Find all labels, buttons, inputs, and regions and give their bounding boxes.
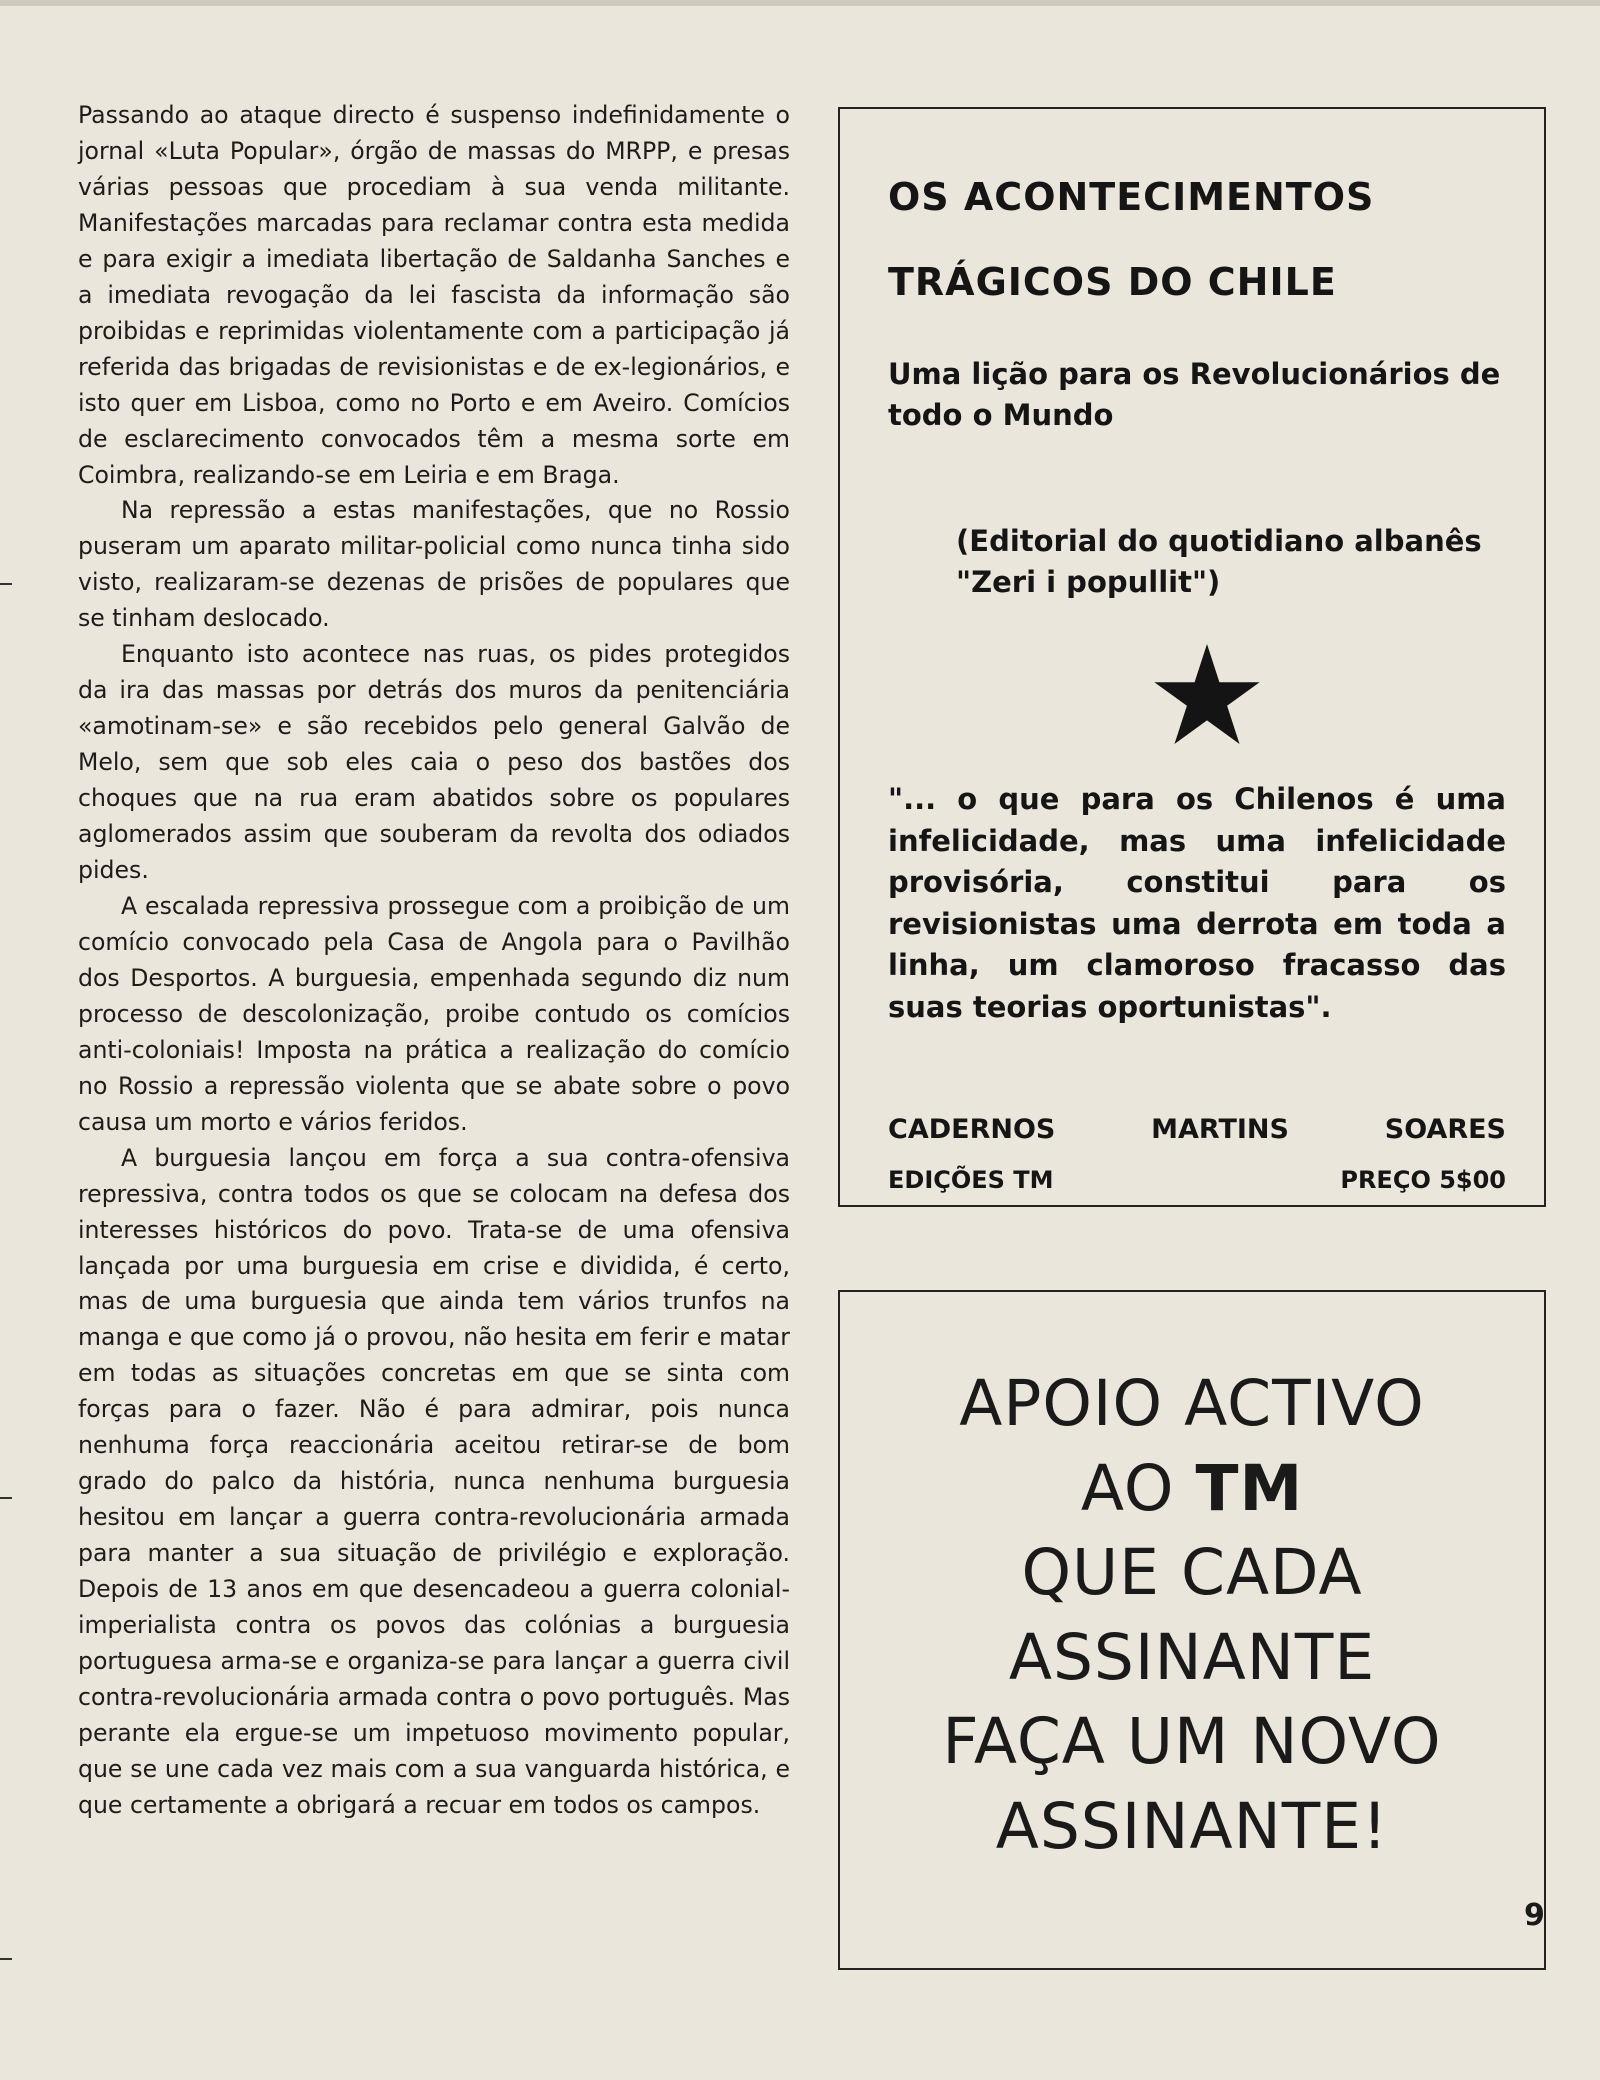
appeal-line: APOIO ACTIVO xyxy=(959,1367,1425,1440)
page-top-edge xyxy=(0,0,1600,6)
tm-mark: TM xyxy=(1195,1451,1304,1525)
article-paragraph: Na repressão a estas manifestações, que no Rossio puseram um aparato militar-policial como nunca tinha sido visto, realizaram-se dezenas de prisões de populares que se tinham deslocado. xyxy=(78,496,790,633)
subscription-appeal-box xyxy=(838,1290,1546,1970)
appeal-line: FAÇA UM NOVO xyxy=(942,1705,1442,1778)
article-paragraph: A burguesia lançou em força a sua contra-ofensiva repressiva, contra todos os que se colocam na defesa dos interesses históricos do povo. Trata-se de uma ofensiva lançada por uma burguesia em crise e dividida, é certo, mas de uma burguesia que ainda tem vários trunfos na manga e que como já o provou, não hesita em ferir e matar em todas as situações concretas em que se sinta com forças para o fazer. Não é para admirar, pois nunca nenhuma força reaccionária aceitou retirar-se de bom grado do palco da história, nunca nenhuma burguesia hesitou em lançar a guerra contra-revolucionária armada para manter a sua situação de privilégio e exploração. Depois de 13 anos em que desencadeou a guerra colonial-imperialista contra os povos das colónias a burguesia portuguesa arma-se e organiza-se para lançar a guerra civil contra-revolucionária armada contra o povo português. Mas perante ela ergue-se um impetuoso movimento popular, que se une cada vez mais com a sua vanguarda histórica, e que certamente a obrigará a recuar em todos os campos. xyxy=(78,1143,790,1819)
book-title-line2: TRÁGICOS DO CHILE xyxy=(888,260,1337,304)
appeal-line: QUE CADA xyxy=(1021,1536,1363,1609)
binding-mark xyxy=(0,583,12,585)
book-quote: "... o que para os Chilenos é uma infelicidade, mas uma infelicidade provisória, constitui para os revisionistas uma derrota em toda a linha, um clamoroso fracasso das suas teorias oportunistas". xyxy=(888,782,1506,1024)
subscription-appeal-text xyxy=(840,1362,1544,1869)
article-paragraph: Enquanto isto acontece nas ruas, os pides protegidos da ira das massas por detrás dos muros da penitenciária «amotinam-se» e são recebidos pelo general Galvão de Melo, sem que sob eles caia o peso dos bastões dos choques que na rua eram abatidos sobre os populares aglomerados assim que souberam da revolta dos odiados pides. xyxy=(78,640,790,885)
appeal-line: ASSINANTE xyxy=(1008,1620,1376,1694)
series-word: CADERNOS xyxy=(888,1114,1056,1145)
article-column xyxy=(78,98,790,1824)
book-subtitle: Uma lição para os Revolucionários de todo o Mundo xyxy=(888,357,1501,432)
article-paragraph: Passando ao ataque directo é suspenso indefinidamente o jornal «Luta Popular», órgão de massas do MRPP, e presas várias pessoas que procediam à sua venda militante. Manifestações marcadas para reclamar contra esta medida e para exigir a imediata libertação de Saldanha Sanches e a imediata revogação da lei fascista da informação são proibidas e reprimidas violentamente com a participação já referida das brigadas de revisionistas e de ex-legionários, e isto quer em Lisboa, como no Porto e em Aveiro. Comícios de esclarecimento convocados têm a mesma sorte em Coimbra, realizando-se em Leiria e em Braga. xyxy=(78,101,790,489)
star-icon xyxy=(1154,644,1260,744)
appeal-line xyxy=(840,1447,1544,1532)
publisher-name: EDIÇÕES TM xyxy=(888,1166,1054,1194)
book-editorial-note: (Editorial do quotidiano albanês "Zeri i popullit") xyxy=(956,524,1482,599)
series-name xyxy=(888,1114,1506,1145)
book-price: PREÇO 5$00 xyxy=(1340,1166,1506,1194)
article-paragraph: A escalada repressiva prossegue com a proibição de um comício convocado pela Casa de Angola para o Pavilhão dos Desportos. A burguesia, empenhada segundo diz num processo de descolonização, proibe contudo os comícios anti-coloniais! Imposta na prática a realização do comício no Rossio a repressão violenta que se abate sobre o povo causa um morto e vários feridos. xyxy=(78,891,790,1136)
page-number: 9 xyxy=(1524,1898,1545,1933)
series-word: MARTINS xyxy=(1151,1114,1289,1145)
book-advert-box xyxy=(838,107,1546,1207)
series-word: SOARES xyxy=(1384,1114,1506,1145)
binding-mark xyxy=(0,1958,12,1960)
appeal-line: ASSINANTE! xyxy=(995,1789,1389,1863)
binding-mark xyxy=(0,1497,12,1499)
appeal-word: AO xyxy=(1080,1451,1196,1525)
publisher-row xyxy=(888,1166,1506,1194)
book-title-line1: OS ACONTECIMENTOS xyxy=(888,175,1375,219)
